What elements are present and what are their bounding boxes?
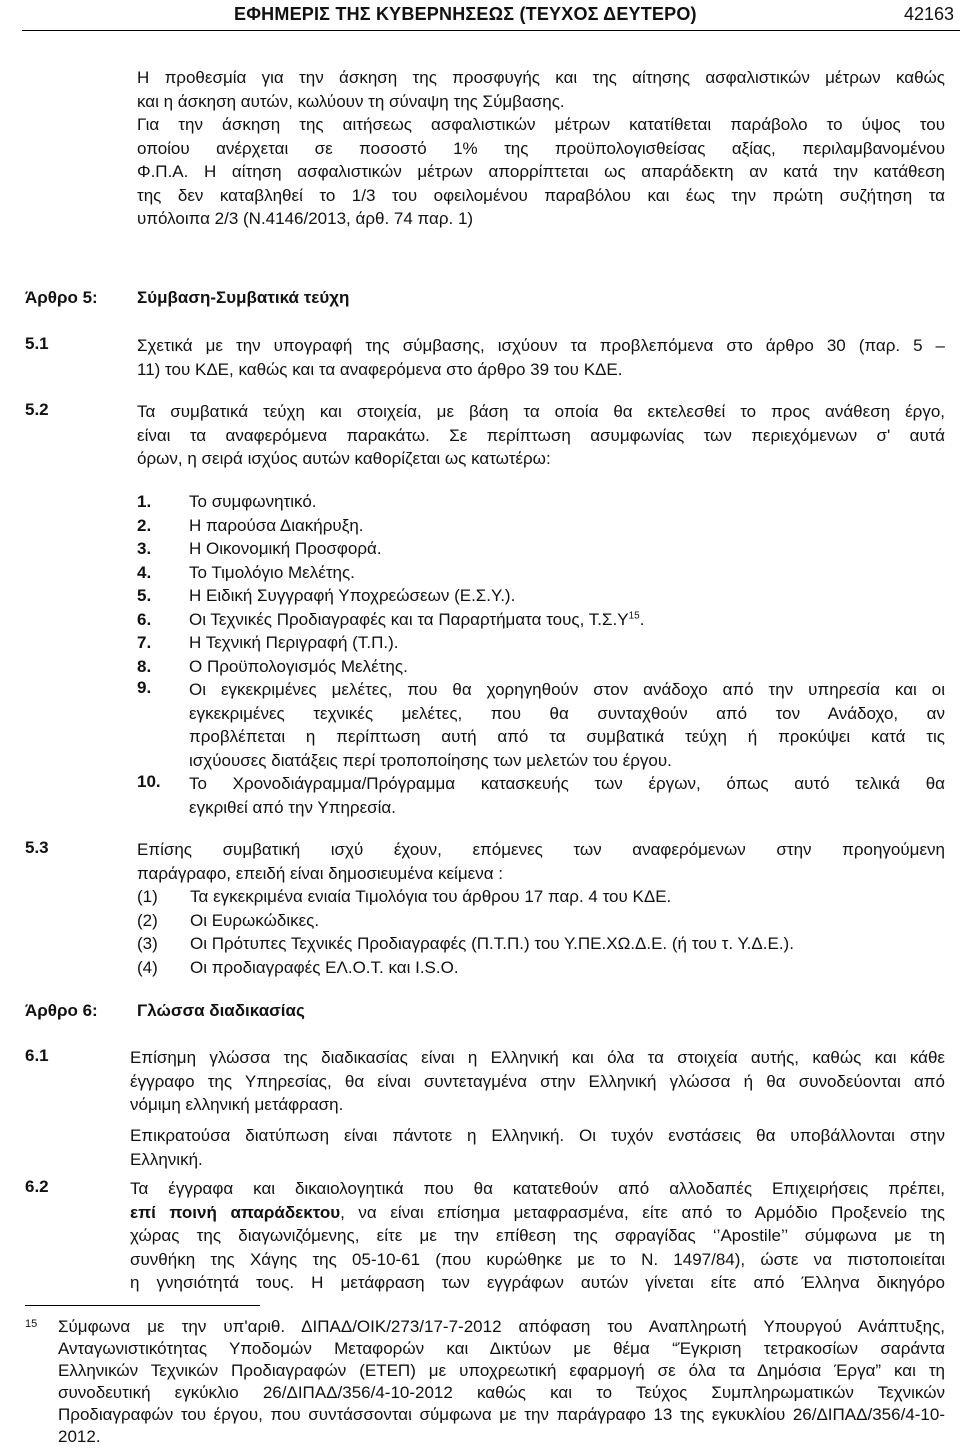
text-line: Οι εγκεκριμένες μελέτες, που θα χορηγηθούν στον ανάδοχο από την υπηρεσία και οι	[189, 680, 945, 699]
text-line: Ελληνικών Τεχνικών Προδιαγραφών (ΕΤΕΠ) με υποχρεωτική εφαρμογή σε όλα τα Δημόσια Έργα” και τη	[58, 1361, 945, 1380]
list-item-10	[189, 772, 945, 819]
section-number: 5.1	[25, 334, 49, 353]
article-6-label: Άρθρο 6:	[25, 1001, 98, 1020]
section-5-3	[137, 838, 945, 885]
text-line: Φ.Π.Α. Η αίτηση ασφαλιστικών μέτρων απορρίπτεται ως απαράδεκτη αν κατά την κατάθεση	[137, 162, 945, 181]
text-line: Προδιαγραφών του έργου, που συντάσσονται σύμφωνα με την παράγραφο 13 της εγκυκλίου 26/ΔΙΠΑΔ/356/4-10-2012.	[58, 1405, 945, 1446]
footnote	[58, 1316, 945, 1448]
list-item: (4) Οι προδιαγραφές ΕΛ.Ο.Τ. και I.S.O.	[137, 957, 459, 977]
text-line: είναι τα αναφερόμενα παρακάτω. Σε περίπτωση ασυμφωνίας των περιεχόμενων σ' αυτά	[137, 425, 945, 445]
text-line: και η άσκηση αυτών, κωλύουν τη σύναψη της Σύμβασης.	[137, 91, 565, 111]
text-line: παράγραφο, επειδή είναι δημοσιευμένα κείμενα :	[137, 863, 503, 883]
text-line: Ελληνική.	[130, 1149, 203, 1169]
list-item: 1. Το συμφωνητικό.	[137, 492, 317, 511]
list-item: (1) Τα εγκεκριμένα ενιαία Τιμολόγια του άρθρου 17 παρ. 4 του ΚΔΕ.	[137, 887, 672, 906]
list-item: 8. Ο Προϋπολογισμός Μελέτης.	[137, 656, 408, 676]
footnote-ref[interactable]: 15	[628, 609, 640, 621]
list-item-number: 9.	[137, 678, 152, 697]
article-5-label: Άρθρο 5:	[25, 288, 98, 307]
list-item: 2. Η παρούσα Διακήρυξη.	[137, 515, 364, 535]
text-line: Το Χρονοδιάγραμμα/Πρόγραμμα κατασκευής των έργων, όπως αυτό τελικά θα	[189, 774, 945, 793]
text-line: οποίου ανέρχεται σε ποσοστό 1% της προϋπολογισθείσας αξίας, περιλαμβανομένου	[137, 138, 945, 158]
list-item-9	[189, 678, 945, 772]
article-6-title: Γλώσσα διαδικασίας	[137, 1001, 305, 1020]
footnote-number: 15	[25, 1318, 38, 1330]
list-item-number: 10.	[137, 772, 161, 791]
section-5-1	[137, 334, 945, 381]
text-line: συνθήκη της Χάγης της 05-10-61 (που κυρώθηκε με το Ν. 1497/84), ώστε να πιστοποιείται	[130, 1249, 945, 1269]
text-line: Επικρατούσα διατύπωση είναι πάντοτε η Ελληνική. Οι τυχόν ενστάσεις θα υποβάλλονται στην	[130, 1126, 945, 1145]
text-line: η γνησιότητά τους. Η μετάφραση των εγγράφων αυτών γίνεται είτε από Έλληνα δικηγόρο	[130, 1273, 945, 1292]
text-line: επί ποινή απαράδεκτου, να είναι επίσημα μεταφρασμένα, είτε από το Αρμόδιο Προξενείο της	[130, 1202, 945, 1222]
text-line: Για την άσκηση της αιτήσεως ασφαλιστικών μέτρων κατατίθεται παράβολο το ύψος του	[137, 115, 945, 134]
text-line: Επίσης συμβατική ισχύ έχουν, επόμενες των αναφερόμενων στην προηγούμενη	[137, 840, 945, 859]
text-line: υπόλοιπα 2/3 (Ν.4146/2013, άρθ. 74 παρ. 1)	[137, 209, 474, 228]
contract-documents-list	[137, 490, 945, 678]
page-number: 42163	[903, 4, 954, 24]
footnote-separator	[25, 1305, 260, 1306]
text-line: συνοδευτική εγκύκλιο 26/ΔΙΠΑΔ/356/4-10-2012 καθώς και το Τεύχος Συμπληρωματικών Τεχνικών	[58, 1383, 945, 1402]
intro-paragraph	[137, 66, 945, 231]
text-line: εγκεκριμένες τεχνικές μελέτες, που θα συνταχθούν από τον Ανάδοχο, αν	[189, 703, 945, 723]
text-line: της δεν καταβληθεί το 1/3 του οφειλομένου παραβόλου και έως την πρώτη συζήτηση τα	[137, 185, 945, 205]
list-item: 7. Η Τεχνική Περιγραφή (Τ.Π.).	[137, 633, 399, 652]
published-texts-list	[137, 885, 945, 979]
text-line: χώρας της διαγωνιζόμενης, είτε με την επίθεση της σφραγίδας ‘’Apostile’’ σύμφωνα με τη	[130, 1226, 945, 1245]
text-line: Τα συμβατικά τεύχη και στοιχεία, με βάση τα οποία θα εκτελεσθεί το προς ανάθεση έργο,	[137, 402, 945, 421]
article-5-title: Σύμβαση-Συμβατικά τεύχη	[137, 288, 350, 307]
section-number: 5.3	[25, 838, 49, 857]
text-line: εγκριθεί από την Υπηρεσία.	[189, 797, 396, 817]
text-line: 11) του ΚΔΕ, καθώς και τα αναφερόμενα στο άρθρο 39 του ΚΔΕ.	[137, 359, 623, 379]
list-item: 6. Οι Τεχνικές Προδιαγραφές και τα Παραρτήματα τους, $T.\Sigma.\Upsilon^{15}$.	[137, 609, 645, 629]
list-item: (3) Οι Πρότυπες Τεχνικές Προδιαγραφές (Π.Τ.Π.) του Υ.ΠΕ.ΧΩ.Δ.Ε. (ή του τ. Υ.Δ.Ε.).	[137, 934, 794, 953]
page-header	[22, 0, 960, 31]
gazette-title: ΕΦΗΜΕΡΙΣ ΤΗΣ ΚΥΒΕΡΝΗΣΕΩΣ (ΤΕΥΧΟΣ ΔΕΥΤΕΡΟ)	[234, 4, 697, 24]
text-line: νόμιμη ελληνική μετάφραση.	[130, 1095, 344, 1114]
section-6-1-note	[130, 1124, 945, 1171]
text-line: Ανταγωνιστικότητας Υποδομών Μεταφορών και Δικτύων με θέμα “Έγκριση τετρακοσίων σαράντα	[58, 1339, 945, 1358]
list-item: 3. Η Οικονομική Προσφορά.	[137, 539, 382, 558]
section-5-2	[137, 400, 945, 471]
section-6-1	[130, 1046, 945, 1117]
text-line: Επίσημη γλώσσα της διαδικασίας είναι η Ελληνική και όλα τα στοιχεία αυτής, καθώς και κάθε	[130, 1048, 945, 1067]
text-line: Τα έγγραφα και δικαιολογητικά που θα κατατεθούν από αλλοδαπές Επιχειρήσεις πρέπει,	[130, 1179, 945, 1198]
text-line: Σύμφωνα με την υπ'αριθ. ΔΙΠΑΔ/ΟΙΚ/273/17-7-2012 απόφαση του Αναπληρωτή Υπουργού Ανάπτυξης,	[58, 1317, 945, 1336]
list-item: 4. Το Τιμολόγιο Μελέτης.	[137, 562, 355, 582]
text-line: Η προθεσμία για την άσκηση της προσφυγής και της αίτησης ασφαλιστικών μέτρων καθώς	[137, 68, 945, 87]
text-line: έγγραφο της Υπηρεσίας, θα είναι συντεταγμένα στην Ελληνική γλώσσα ή θα συνοδεύονται από	[130, 1071, 945, 1091]
list-item: (2) Οι Ευρωκώδικες.	[137, 910, 320, 930]
section-6-2	[130, 1177, 945, 1295]
text-line: ισχύουσες διατάξεις περί τροποποίησης των μελετών του έργου.	[189, 750, 672, 770]
section-number: 6.1	[25, 1046, 49, 1065]
text-line: προβλέπεται η περίπτωση αυτή από τα συμβατικά τεύχη ή προκύψει κατά τις	[189, 727, 945, 746]
text-line: Σχετικά με την υπογραφή της σύμβασης, ισχύουν τα προβλεπόμενα στο άρθρο 30 (παρ. 5 –	[137, 336, 945, 355]
list-item: 5. Η Ειδική Συγγραφή Υποχρεώσεων (Ε.Σ.Υ.).	[137, 586, 516, 605]
section-number: 5.2	[25, 400, 49, 419]
section-number: 6.2	[25, 1177, 49, 1196]
text-line: όρων, η σειρά ισχύος αυτών καθορίζεται ως κατωτέρω:	[137, 449, 551, 468]
